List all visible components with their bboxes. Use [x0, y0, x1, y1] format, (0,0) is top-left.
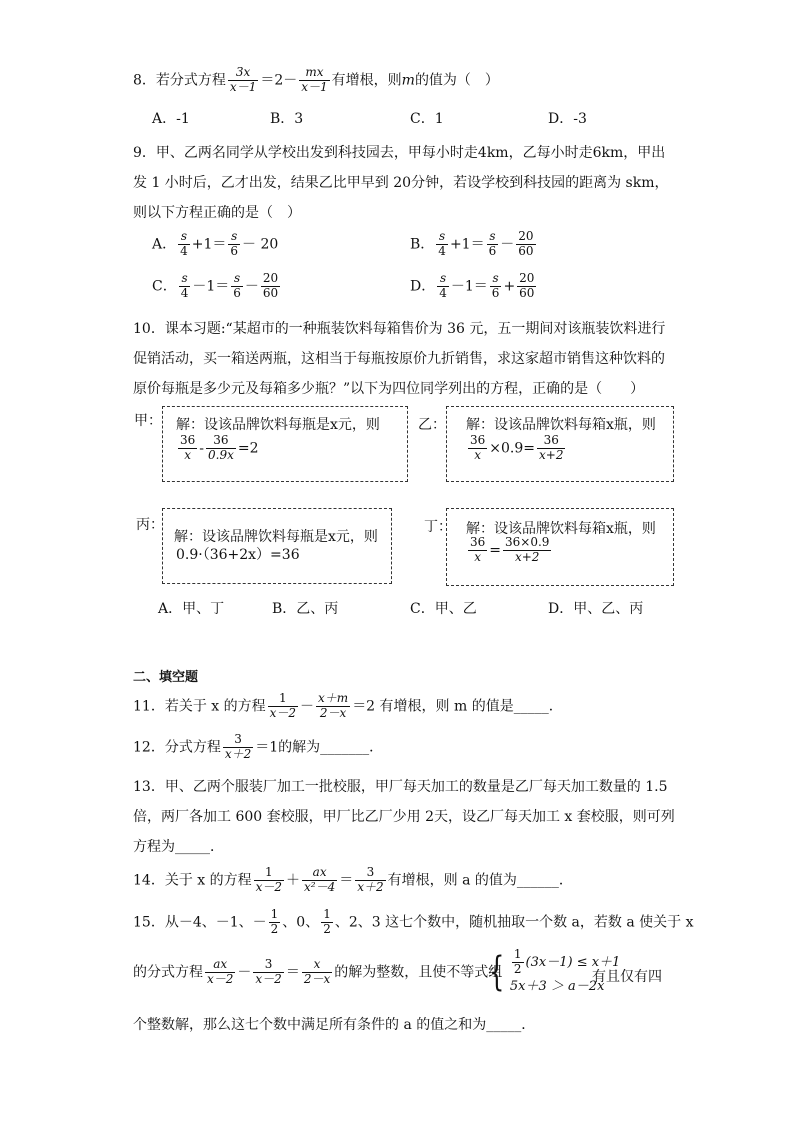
fraction: $\frac{3x}{x-1}$ [229, 65, 257, 94]
q8-option-c[interactable]: C．1 [410, 111, 444, 127]
section-title: 二、填空题 [133, 670, 199, 685]
q9-option-d[interactable]: D． $\frac{s}{4}$ －1＝ $\frac{s}{6}$ + $\frac{20}{60}$ [410, 271, 535, 300]
q12-stem: 12．分式方程 $\frac{3}{x+2}$ ＝1的解为_______． [133, 732, 384, 761]
q13-line1: 13．甲、乙两个服装厂加工一批校服，甲厂每天加工的数量是乙厂每天加工数量的 1.5 [133, 779, 668, 795]
brace-icon: { [489, 949, 505, 996]
q9-line1: 9．甲、乙两名同学从学校出发到科技园去，甲每小时走4km，乙每小时走6km，甲出 [133, 145, 666, 161]
q10-line3: 原价每瓶是多少元及每箱多少瓶？”以下为四位同学列出的方程，正确的是（ ） [133, 381, 645, 397]
jia-label: 甲： [134, 413, 162, 429]
q15-line1: 15．从－4、－1、－ $\frac{1}{2}$ 、0、 $\frac{1}{2}$ 、2、3 这七个数中，随机抽取一个数 a，若数 a 使关于 x [133, 907, 694, 936]
ding-equation: $\frac{36}{x}$ = $\frac{36\times 0.9}{x+2}$ [470, 535, 550, 564]
jia-equation: $\frac{36}{x}$ - $\frac{36}{0.9x}$ =2 [180, 433, 259, 462]
q9-line2: 发 1 小时后，乙才出发，结果乙比甲早到 20分钟，若设学校到科技园的距离为 skm， [133, 175, 669, 191]
q14-stem: 14．关于 x 的方程 $\frac{1}{x-2}$ ＋ $\frac{ax}{\text{x²－4}}$ ＝ $\frac{3}{x+2}$ 有增根，则 a 的值为______． [133, 865, 573, 894]
q11-stem: 11．若关于 x 的方程 $\frac{1}{x-2}$ － $\frac{x+m}{2-x}$ ＝2 有增根，则 m 的值是_____． [133, 691, 563, 720]
yi-solution-text: 解：设该品牌饮料每箱x瓶，则 [466, 417, 656, 433]
q9-line3: 则以下方程正确的是（ ） [133, 205, 301, 221]
bing-solution-text: 解：设该品牌饮料每瓶是x元，则 [174, 529, 378, 545]
yi-label: 乙： [418, 417, 446, 433]
ding-label: 丁： [424, 519, 452, 535]
jia-solution-text: 解：设该品牌饮料每瓶是x元，则 [176, 417, 380, 433]
q13-line3: 方程为_____． [133, 839, 224, 855]
fraction: $\frac{mx}{x-1}$ [301, 65, 328, 94]
ding-solution-text: 解：设该品牌饮料每箱x瓶，则 [466, 521, 656, 537]
q9-option-c[interactable]: C． $\frac{s}{4}$ －1＝ $\frac{s}{6}$ － $\frac{20}{60}$ [152, 271, 279, 300]
q8-option-d[interactable]: D．-3 [548, 111, 587, 127]
q13-line2: 倍，两厂各加工 600 套校服，甲厂比乙厂少用 2天，设乙厂每天加工 x 套校服，则可列 [133, 809, 675, 825]
q10-option-b[interactable]: B．乙、丙 [272, 601, 339, 617]
q10-option-d[interactable]: D．甲、乙、丙 [548, 601, 644, 617]
q10-option-c[interactable]: C．甲、乙 [410, 601, 477, 617]
q10-option-a[interactable]: A．甲、丁 [158, 601, 225, 617]
q9-option-b[interactable]: B． $\frac{s}{4}$ +1＝ $\frac{s}{6}$ － $\frac{20}{60}$ [410, 229, 534, 258]
yi-equation: $\frac{36}{x}$ ×0.9= $\frac{36}{x+2}$ [470, 433, 564, 462]
bing-label: 丙： [136, 517, 164, 533]
q9-option-a[interactable]: A． $\frac{s}{4}$ +1＝ $\frac{s}{6}$ － 20 [152, 229, 279, 258]
q8-option-b[interactable]: B．3 [270, 111, 304, 127]
q8-stem: 8．若分式方程 $\frac{3x}{x-1}$ ＝2－ $\frac{mx}{x-1}$ 有增根，则m的值为（ ） [133, 65, 499, 94]
bing-equation: 0.9·（36+2x）=36 [176, 547, 300, 563]
inequality-system: { $\frac{1}{2}$ (3x－1) ≤ x＋1 5x＋3 ＞ a－2x [489, 947, 621, 996]
q15-line2: 的分式方程 $\frac{ax}{x-2}$ － $\frac{3}{x-2}$ ＝ $\frac{x}{2-x}$ 的解为整数，且使不等式组 [133, 957, 503, 986]
q8-option-a[interactable]: A．-1 [152, 111, 190, 127]
q10-line2: 促销活动，买一箱送两瓶，这相当于每瓶按原价九折销售，求这家超市销售这种饮料的 [133, 351, 665, 367]
q15-line3: 个整数解，那么这七个数中满足所有条件的 a 的值之和为_____． [133, 1017, 536, 1033]
q15-line2-end: 有且仅有四 [592, 969, 662, 985]
q10-line1: 10．课本习题:“某超市的一种瓶装饮料每箱售价为 36 元，五一期间对该瓶装饮料进行 [133, 321, 666, 337]
